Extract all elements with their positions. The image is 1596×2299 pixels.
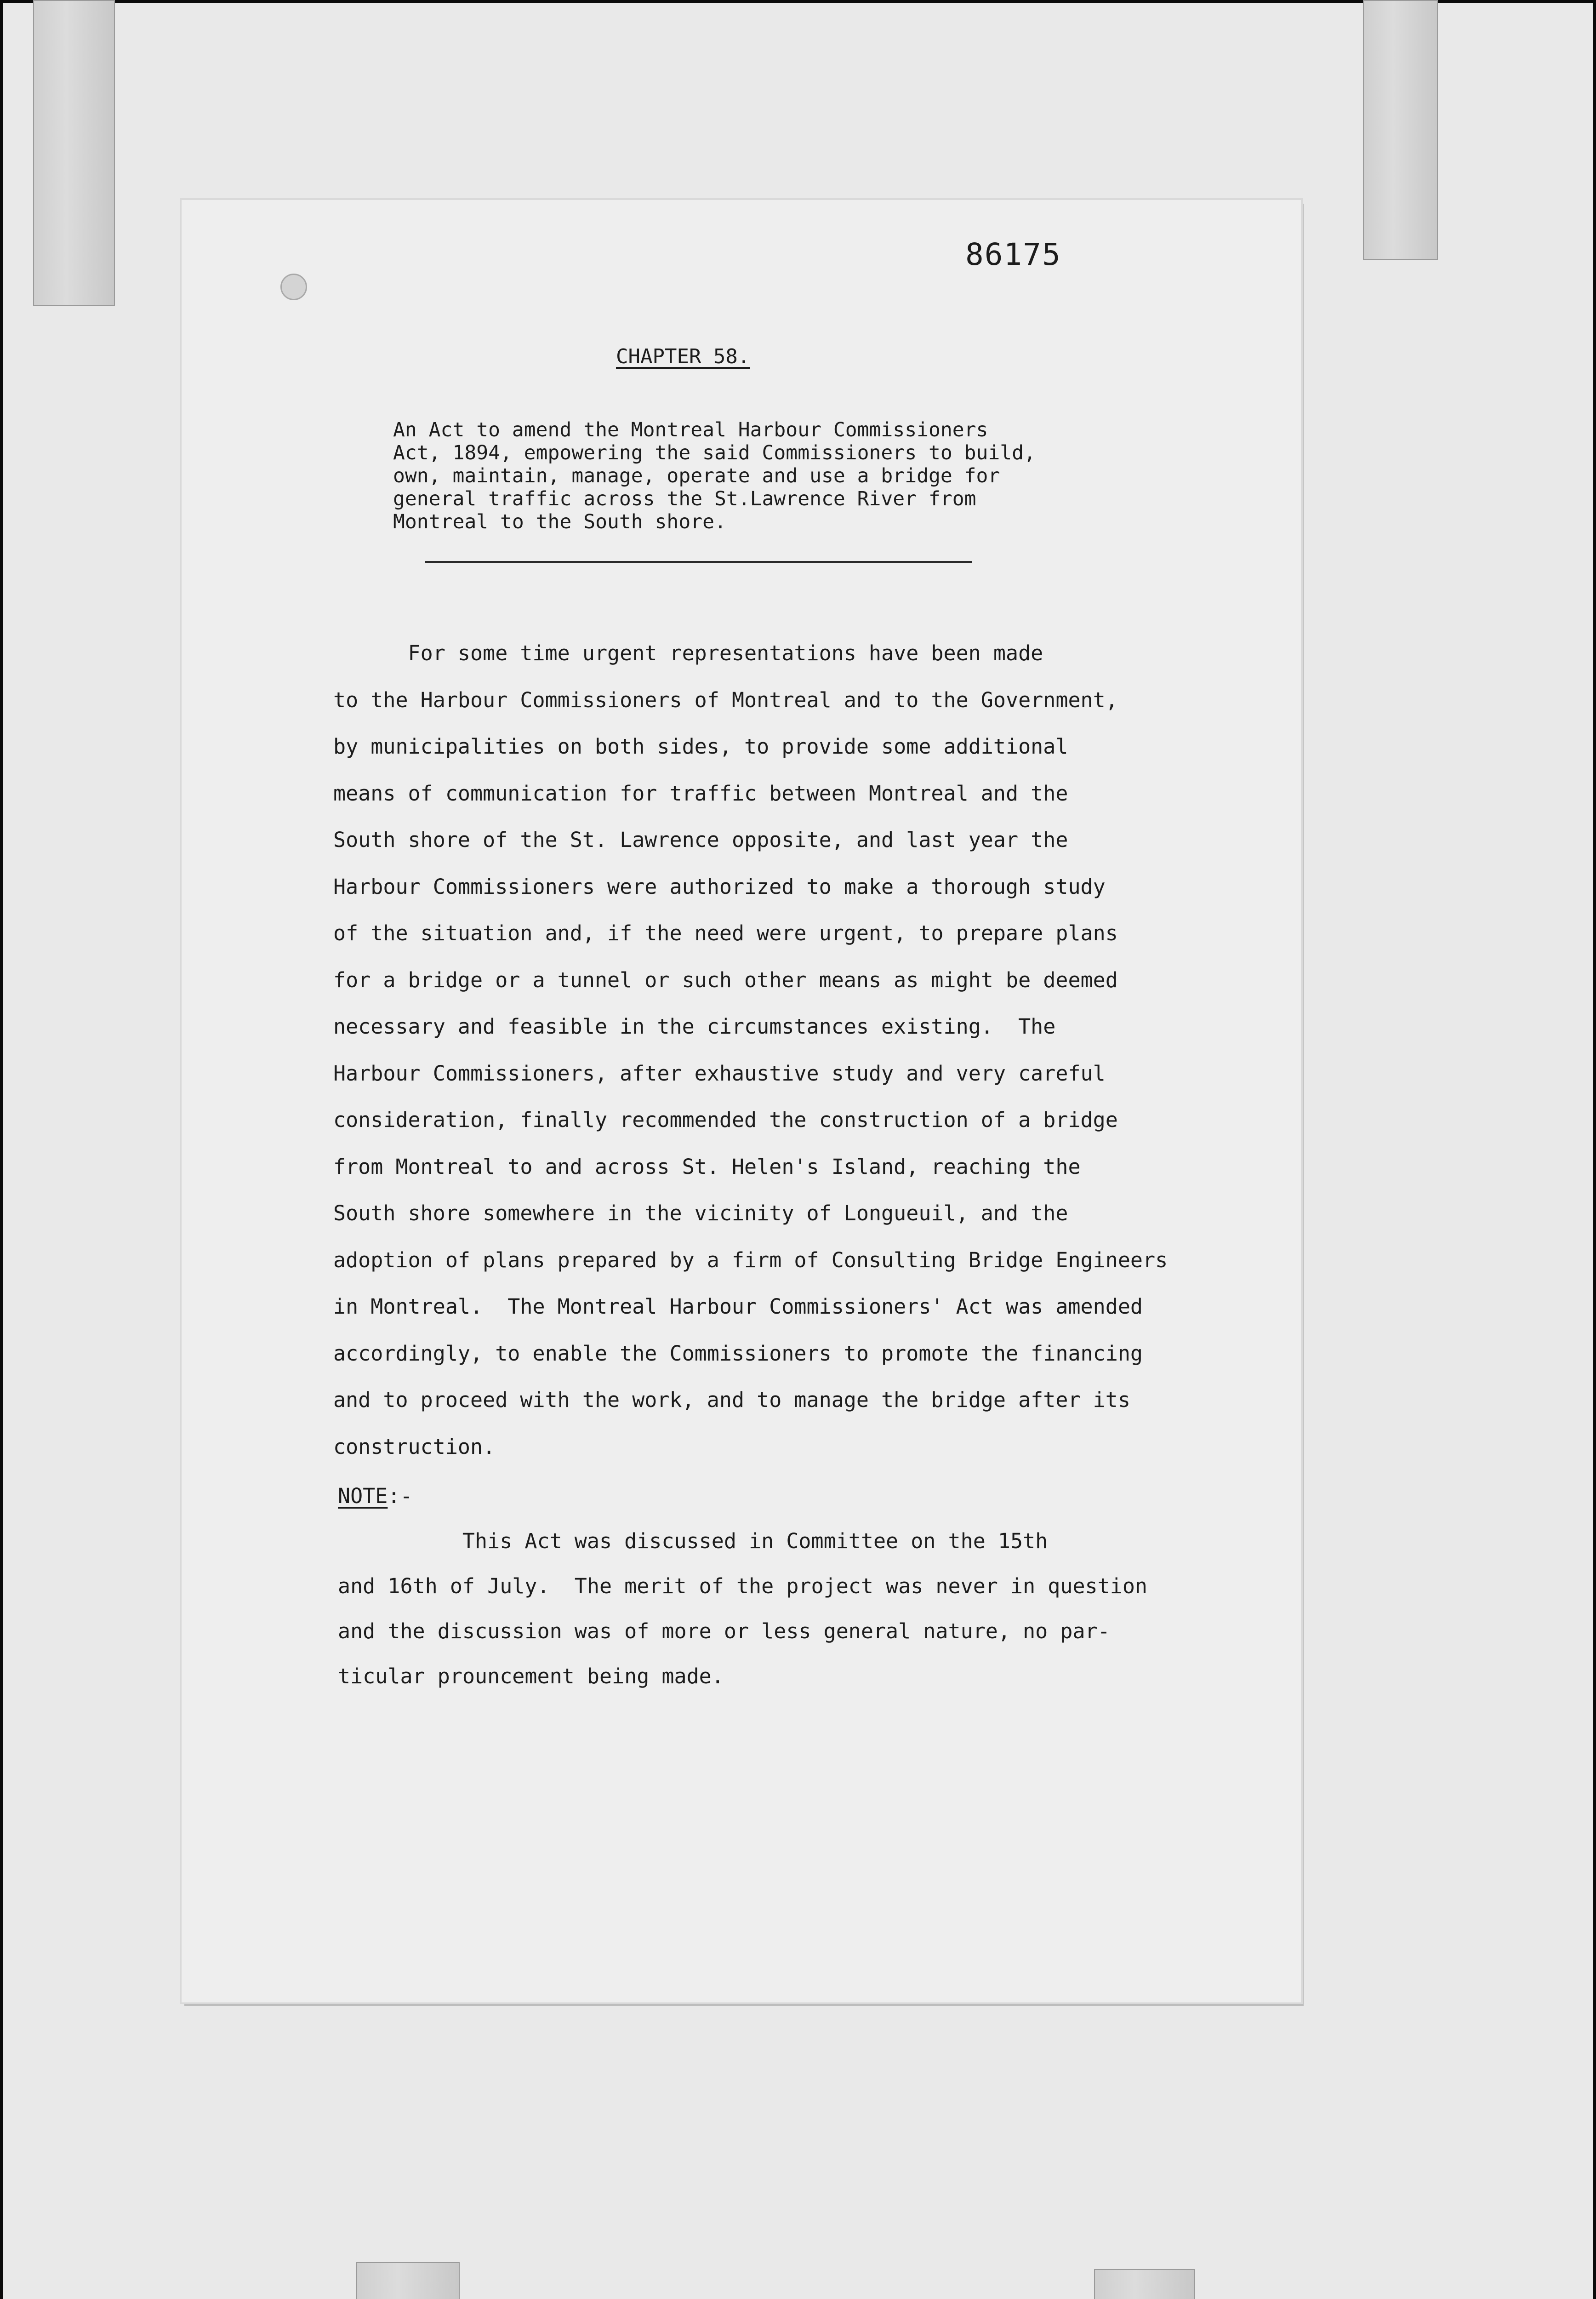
document-page (182, 200, 1301, 2002)
chapter-heading: CHAPTER 58. (616, 345, 750, 368)
note-text: This Act was discussed in Committee on the 15th and 16th of July. The merit of the project was never in question and the discussion was of more or less general nature, no par- ticular prouncement being made. (338, 1529, 1147, 1688)
tape-strip-bottom-left (356, 2262, 460, 2299)
document-number: 86175 (965, 237, 1061, 272)
note-label-suffix: :- (388, 1484, 413, 1508)
act-title: An Act to amend the Montreal Harbour Commissioners Act, 1894, empowering the said Commissioners to build, own, maintain, manage, operate and use a bridge for general traffic across the St.Lawrence River from Montreal to the South shore. (393, 418, 1036, 533)
tape-strip-top-right (1363, 0, 1438, 260)
title-divider (425, 561, 972, 563)
body-paragraph: For some time urgent representations have been made to the Harbour Commissioners of Montreal and to the Government, by municipalities on both sides, to provide some additional means of communication for traffic between Montreal and the South shore of the St. Lawrence opposite, and last year the Harbour Commissioners were authorized to make a thorough study of the situation and, if the need were urgent, to prepare plans for a bridge or a tunnel or such other means as might be deemed necessary and feasible in the circumstances existing. The Harbour Commissioners, after exhaustive study and very careful consideration, finally recommended the construction of a bridge from Montreal to and across St. Helen's Island, reaching the South shore somewhere in the vicinity of Longueuil, and the adoption of plans prepared by a firm of Consulting Bridge Engineers in Montreal. The Montreal Harbour Commissioners' Act was amended accordingly, to enable the Commissioners to promote the financing and to proceed with the work, and to manage the bridge after its construction. (333, 641, 1168, 1459)
punch-hole (280, 274, 307, 300)
note-block (338, 1474, 1299, 1699)
note-label: NOTE (338, 1484, 388, 1508)
tape-strip-bottom-right (1094, 2269, 1195, 2299)
tape-strip-top-left (33, 0, 115, 306)
